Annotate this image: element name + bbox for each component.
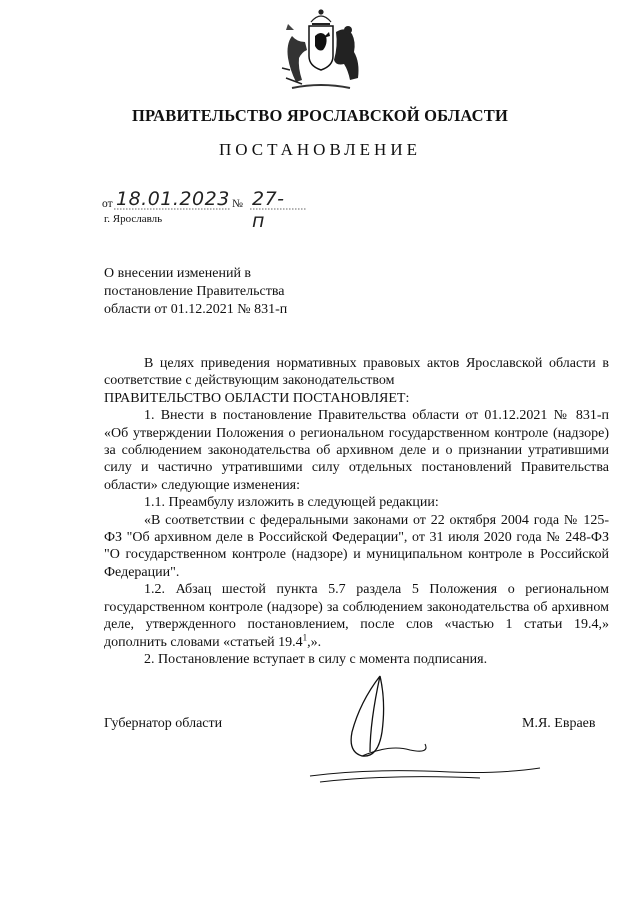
from-label: от — [102, 198, 113, 210]
government-title: ПРАВИТЕЛЬСТВО ЯРОСЛАВСКОЙ ОБЛАСТИ — [131, 106, 509, 125]
city: г. Ярославль — [104, 213, 163, 225]
item-2-paragraph: 2. Постановление вступает в силу с момента подписания. — [144, 651, 488, 667]
document-body — [104, 355, 609, 668]
handwritten-signature-icon — [300, 672, 545, 787]
subject-line: постановление Правительства — [104, 284, 285, 299]
item-1-paragraph: 1. Внести в постановление Правительства области от 01.12.2021 № 831-п «Об утверждении Положения о региональном государственном контроле (надзоре) за соблюдением законодательства об архивном деле и о признании утратившими силу и частично утратившими силу отдельных постановлений Правительства области» следующие изменения: — [104, 408, 609, 493]
item-1-2-paragraph — [104, 581, 609, 651]
item-1-2-text: 1.2. Абзац шестой пункта 5.7 раздела 5 Положения о региональном государственном контроле (надзоре) за соблюдением законодательства об архивном деле, утвержденного постановлением, после слов «частью 1 статьи 19.4,» дополнить словами «статьей 19.4 — [104, 582, 609, 650]
preamble-paragraph: В целях приведения нормативных правовых актов Ярославской области в соответствие с действующим законодательством — [104, 356, 609, 389]
item-1-2-end: ,». — [307, 634, 322, 650]
document-number: 27-п — [252, 188, 285, 232]
document-type: ПОСТАНОВЛЕНИЕ — [218, 140, 421, 159]
superscript: 1 — [302, 631, 308, 642]
document-date: 18.01.2023 — [116, 188, 230, 210]
number-label: № — [232, 198, 243, 210]
item-1-1-quote-paragraph: «В соответствии с федеральными законами от 22 октября 2004 года № 125-ФЗ "Об архивном деле в Российской Федерации", от 31 июля 2020 года № 248-ФЗ "О государственном контроле (надзоре) и муниципальном контроле в Российской Федерации". — [104, 512, 609, 580]
signatory-name: М.Я. Евраев — [522, 716, 596, 731]
document-subject — [104, 265, 364, 319]
decree-line: ПРАВИТЕЛЬСТВО ОБЛАСТИ ПОСТАНОВЛЯЕТ: — [104, 390, 410, 406]
item-1-1-paragraph: 1.1. Преамбулу изложить в следующей редакции: — [144, 495, 439, 511]
yaroslavl-coat-of-arms-icon — [272, 8, 370, 94]
subject-line: области от 01.12.2021 № 831-п — [104, 302, 288, 317]
subject-line: О внесении изменений в — [104, 266, 252, 281]
underline-rule — [102, 206, 312, 212]
signatory-position: Губернатор области — [104, 716, 223, 731]
